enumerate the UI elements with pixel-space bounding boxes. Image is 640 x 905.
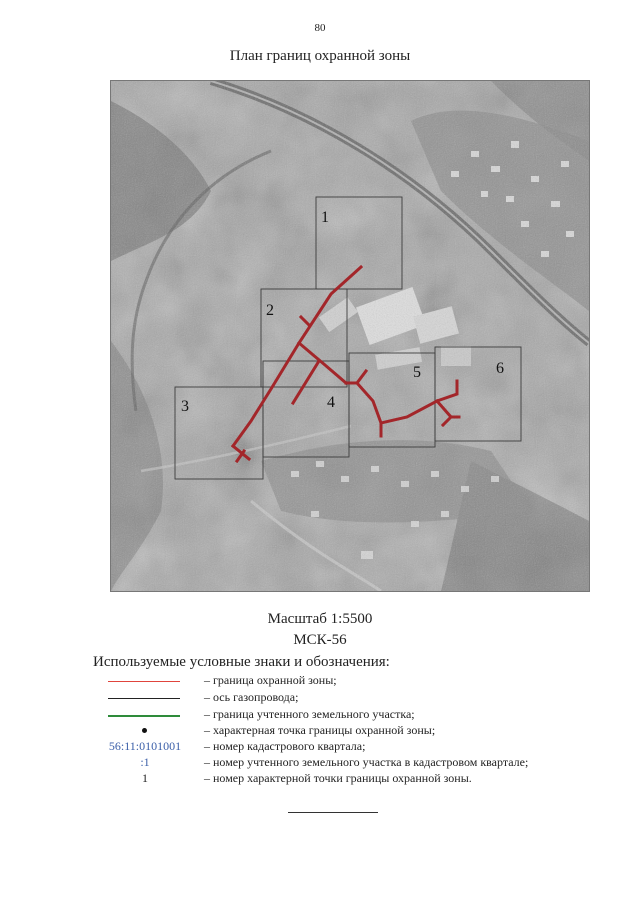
map-scale: Масштаб 1:5500 bbox=[267, 611, 373, 627]
signature-line bbox=[288, 812, 378, 813]
legend-item-zone-boundary bbox=[0, 673, 640, 689]
legend-land-plot-code: :1 bbox=[140, 755, 150, 769]
legend-item-characteristic-point bbox=[0, 723, 640, 739]
legend-item-cadastral-quarter bbox=[0, 739, 640, 755]
sheet-label-4: 4 bbox=[327, 394, 335, 411]
legend-dot-symbol bbox=[142, 728, 147, 733]
legend-desc: – граница учтенного земельного участка; bbox=[204, 707, 415, 721]
legend-red-line-symbol bbox=[108, 681, 180, 682]
legend-desc: – граница охранной зоны; bbox=[204, 673, 337, 687]
legend-black-line-symbol bbox=[108, 698, 180, 699]
legend-cadastral-quarter-code: 56:11:0101001 bbox=[108, 739, 182, 753]
photo-grain bbox=[111, 81, 589, 591]
legend-item-land-plot-number bbox=[0, 755, 640, 771]
legend-green-line-symbol bbox=[108, 715, 180, 717]
coordinate-system: МСК-56 bbox=[293, 632, 347, 648]
sheet-label-1: 1 bbox=[321, 209, 329, 226]
legend-desc: – номер характерной точки границы охранной зоны. bbox=[204, 771, 472, 785]
plan-title: План границ охранной зоны bbox=[229, 48, 411, 64]
legend-desc: – номер учтенного земельного участка в кадастровом квартале; bbox=[204, 755, 529, 769]
legend-desc: – характерная точка границы охранной зоны; bbox=[204, 723, 436, 737]
aerial-map-svg bbox=[111, 81, 589, 591]
sheet-label-5: 5 bbox=[413, 364, 421, 381]
legend-desc: – ось газопровода; bbox=[204, 690, 299, 704]
aerial-map bbox=[110, 80, 590, 592]
legend-item-pipeline-axis bbox=[0, 690, 640, 706]
sheet-label-3: 3 bbox=[181, 398, 189, 415]
legend-desc: – номер кадастрового квартала; bbox=[204, 739, 366, 753]
page-number: 80 bbox=[314, 22, 326, 34]
legend-item-land-plot-boundary bbox=[0, 707, 640, 723]
legend-title: Используемые условные знаки и обозначения: bbox=[93, 654, 390, 670]
sheet-label-6: 6 bbox=[496, 360, 504, 377]
sheet-label-2: 2 bbox=[266, 302, 274, 319]
legend-point-number-code: 1 bbox=[142, 771, 148, 785]
legend-item-point-number bbox=[0, 771, 640, 787]
